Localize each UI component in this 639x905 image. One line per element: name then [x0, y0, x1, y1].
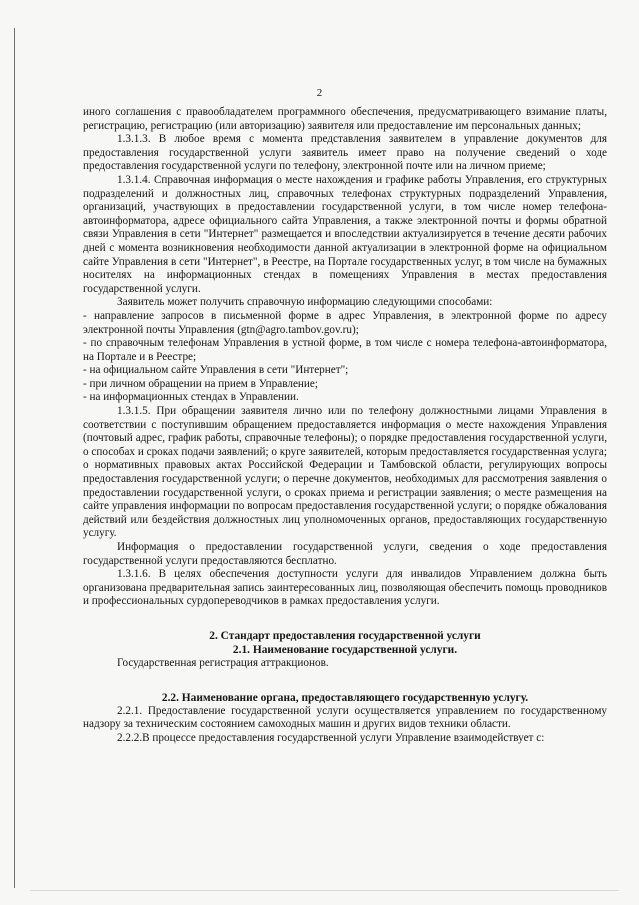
paragraph: 1.3.1.4. Справочная информация о месте нахождения и графике работы Управления, его структурных подразделений и должностных лиц, справочных телефонах структурных подразделений Управления, организаций, участвующих в предоставлении государственной услуги, в том числе номер телефона-автоинформатора, адресе официального сайта Управления, а также электронной почты и формы обратной связи Управления в сети "Интернет" размещается и впоследствии актуализируется в течение десяти рабочих дней с момента возникновения необходимости данной актуализации в электронной форме на официальном сайте Управления в сети "Интернет", в Реестре, на Портале государственных услуг, в том числе на бумажных носителях на информационных стендах в помещениях Управления в местах предоставления государственной услуги. — [83, 173, 607, 295]
page-number: 2 — [316, 87, 323, 99]
scan-left-edge — [14, 28, 15, 888]
list-item: - на информационных стендах в Управлении. — [83, 391, 299, 404]
paragraph: Заявитель может получить справочную информацию следующими способами: — [117, 296, 493, 309]
scan-bottom-edge — [30, 890, 619, 891]
list-item: - на официальном сайте Управления в сети "Интернет"; — [83, 364, 349, 377]
list-item: - при личном обращении на прием в Управление; — [83, 377, 318, 390]
list-item: - по справочным телефонам Управления в устной форме, в том числе с номера телефона-автоинформатора, на Портале и в Реестре; — [83, 337, 607, 363]
document-body — [83, 106, 607, 745]
paragraph: 1.3.1.5. При обращении заявителя лично или по телефону должностными лицами Управления в соответствии с поступившим обращением предоставляется информация о месте нахождения Управления (почтовый адрес, график работы, справочные телефоны); о порядке предоставления государственной услуги, о способах и сроках подачи заявлений; о круге заявителей, которым предоставляется государственная услуга; о нормативных правовых актах Российской Федерации и Тамбовской области, регулирующих вопросы предоставления государственной услуги; о перечне документов, необходимых для рассмотрения заявления о предоставлении государственной услуги, о сроках приема и регистрации заявления; о месте размещения на сайте управления информации по вопросам предоставления государственной услуги; о порядке обжалования действий или бездействия должностных лиц уполномоченных органов, предоставляющих государственную услугу. — [83, 405, 607, 540]
paragraph: иного соглашения с правообладателем программного обеспечения, предусматривающего взимание платы, регистрацию, регистрацию (или авторизацию) заявителя или предоставление им персональных данных; — [83, 106, 607, 132]
paragraph: 1.3.1.6. В целях обеспечения доступности услуги для инвалидов Управлением должна быть организована предварительная запись заинтересованных лиц, позволяющая обеспечить помощь проводников и профессиональных сурдопереводчиков в рамках предоставления услуги. — [83, 568, 607, 608]
paragraph: Государственная регистрация аттракционов. — [117, 656, 329, 669]
paragraph: 2.2.1. Предоставление государственной услуги осуществляется управлением по государственному надзору за техническим состоянием самоходных машин и других видов техники области. — [83, 704, 607, 731]
paragraph: 1.3.1.3. В любое время с момента представления заявителем в управление документов для предоставления государственной услуги заявитель имеет право на получение сведений о ходе предоставления государственной услуги по телефону, электронной почте или на личном приеме; — [83, 133, 607, 173]
subsection-heading: 2.1. Наименование государственной услуги. — [232, 643, 458, 656]
paragraph: 2.2.2.В процессе предоставления государственной услуги Управление взаимодействует с: — [117, 731, 545, 744]
subsection-heading: 2.2. Наименование органа, предоставляющего государственную услугу. — [161, 691, 529, 704]
section-heading: 2. Стандарт предоставления государственной услуги — [209, 629, 481, 642]
list-item: - направление запросов в письменной форме в адрес Управления, в электронной форме по адресу электронной почты Управления (gtn@agro.tambov.gov.ru); — [83, 309, 607, 336]
paragraph: Информация о предоставлении государственной услуги, сведения о ходе предоставления государственной услуги предоставляются бесплатно. — [83, 541, 607, 567]
